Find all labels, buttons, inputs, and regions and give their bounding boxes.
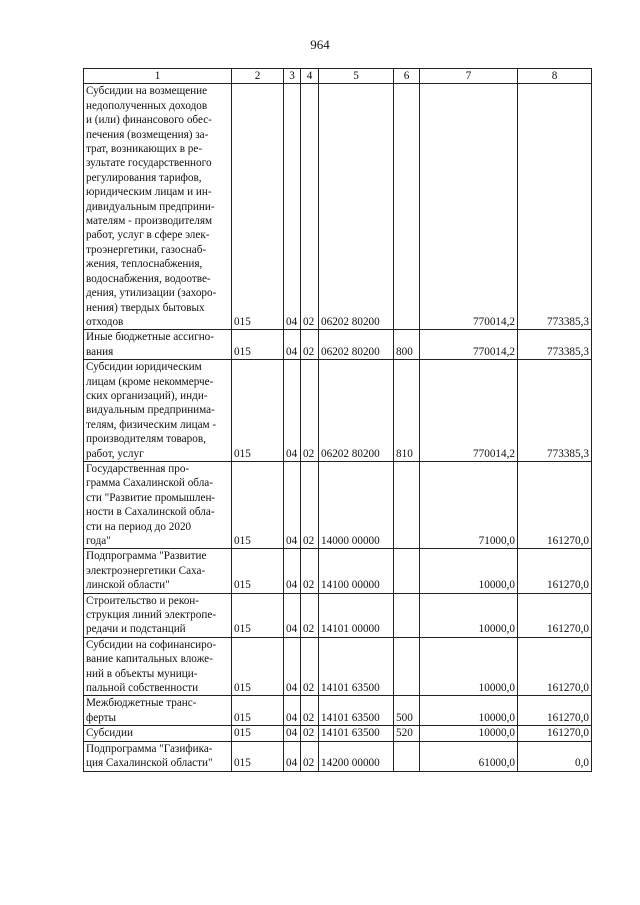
row-name-cell: Субсидии [84, 726, 232, 741]
header-cell: 8 [518, 69, 592, 84]
table-row [84, 461, 592, 548]
table-row [84, 330, 592, 360]
amount-2020-cell: 773385,3 [518, 360, 592, 462]
subsection-code-cell: 02 [301, 330, 319, 360]
amount-2019-cell: 10000,0 [420, 549, 518, 593]
amount-2019-cell: 10000,0 [420, 593, 518, 637]
section-code-cell: 04 [284, 593, 301, 637]
target-code-cell: 06202 80200 [319, 360, 394, 462]
ministry-code-cell: 015 [232, 741, 284, 771]
target-code-cell: 06202 80200 [319, 84, 394, 330]
table-row [84, 360, 592, 462]
target-code-cell: 14101 63500 [319, 637, 394, 696]
subsection-code-cell: 02 [301, 726, 319, 741]
target-code-cell: 14101 63500 [319, 696, 394, 726]
expense-type-cell [394, 461, 420, 548]
ministry-code-cell: 015 [232, 593, 284, 637]
target-code-cell: 14100 00000 [319, 549, 394, 593]
subsection-code-cell: 02 [301, 593, 319, 637]
ministry-code-cell: 015 [232, 330, 284, 360]
table-row [84, 726, 592, 741]
expense-type-cell: 800 [394, 330, 420, 360]
subsection-code-cell: 02 [301, 696, 319, 726]
section-code-cell: 04 [284, 461, 301, 548]
target-code-cell: 14101 00000 [319, 593, 394, 637]
amount-2020-cell: 161270,0 [518, 696, 592, 726]
header-cell: 2 [232, 69, 284, 84]
header-cell: 5 [319, 69, 394, 84]
amount-2020-cell: 773385,3 [518, 84, 592, 330]
section-code-cell: 04 [284, 726, 301, 741]
amount-2019-cell: 71000,0 [420, 461, 518, 548]
table-row [84, 549, 592, 593]
section-code-cell: 04 [284, 330, 301, 360]
table-row [84, 637, 592, 696]
section-code-cell: 04 [284, 741, 301, 771]
ministry-code-cell: 015 [232, 726, 284, 741]
expense-type-cell [394, 84, 420, 330]
target-code-cell: 06202 80200 [319, 330, 394, 360]
amount-2019-cell: 770014,2 [420, 84, 518, 330]
table-row [84, 593, 592, 637]
header-cell: 3 [284, 69, 301, 84]
section-code-cell: 04 [284, 84, 301, 330]
table-row [84, 741, 592, 771]
budget-table [83, 68, 592, 772]
header-cell: 4 [301, 69, 319, 84]
subsection-code-cell: 02 [301, 461, 319, 548]
section-code-cell: 04 [284, 637, 301, 696]
table-row [84, 696, 592, 726]
amount-2020-cell: 0,0 [518, 741, 592, 771]
target-code-cell: 14200 00000 [319, 741, 394, 771]
amount-2020-cell: 161270,0 [518, 549, 592, 593]
amount-2019-cell: 770014,2 [420, 360, 518, 462]
row-name-cell: Субсидии на возмещение недополученных доходов и (или) финансового обес- печения (возмещения) за- трат, возникающих в ре- зультате государственного регулирования тарифов, юридическим лицам и ин- дивидуальным предприни- мателям - производителям работ, услуг в сфере элек- троэнергетики, газоснаб- жения, теплоснабжения, водоснабжения, водоотве- дения, утилизации (захоро- нения) твердых бытовых отходов [84, 84, 232, 330]
amount-2020-cell: 161270,0 [518, 593, 592, 637]
expense-type-cell [394, 549, 420, 593]
header-cell: 7 [420, 69, 518, 84]
header-cell: 1 [84, 69, 232, 84]
section-code-cell: 04 [284, 360, 301, 462]
ministry-code-cell: 015 [232, 549, 284, 593]
expense-type-cell: 810 [394, 360, 420, 462]
ministry-code-cell: 015 [232, 461, 284, 548]
row-name-cell: Иные бюджетные ассигно- вания [84, 330, 232, 360]
subsection-code-cell: 02 [301, 360, 319, 462]
amount-2020-cell: 161270,0 [518, 637, 592, 696]
header-cell: 6 [394, 69, 420, 84]
expense-type-cell [394, 593, 420, 637]
row-name-cell: Подпрограмма "Развитие электроэнергетики Саха- линской области" [84, 549, 232, 593]
target-code-cell: 14101 63500 [319, 726, 394, 741]
amount-2020-cell: 161270,0 [518, 461, 592, 548]
expense-type-cell [394, 741, 420, 771]
expense-type-cell [394, 637, 420, 696]
section-code-cell: 04 [284, 549, 301, 593]
expense-type-cell: 500 [394, 696, 420, 726]
row-name-cell: Государственная про- грамма Сахалинской обла- сти "Развитие промышлен- ности в Сахалинской обла- сти на период до 2020 года" [84, 461, 232, 548]
subsection-code-cell: 02 [301, 741, 319, 771]
amount-2019-cell: 61000,0 [420, 741, 518, 771]
ministry-code-cell: 015 [232, 637, 284, 696]
subsection-code-cell: 02 [301, 637, 319, 696]
ministry-code-cell: 015 [232, 84, 284, 330]
amount-2020-cell: 773385,3 [518, 330, 592, 360]
amount-2020-cell: 161270,0 [518, 726, 592, 741]
amount-2019-cell: 10000,0 [420, 726, 518, 741]
row-name-cell: Субсидии на софинансиро- вание капитальных вложе- ний в объекты муници- пальной собственности [84, 637, 232, 696]
row-name-cell: Субсидии юридическим лицам (кроме некоммерче- ских организаций), инди- видуальным предпринима- телям, физическим лицам - производителям товаров, работ, услуг [84, 360, 232, 462]
amount-2019-cell: 770014,2 [420, 330, 518, 360]
subsection-code-cell: 02 [301, 84, 319, 330]
ministry-code-cell: 015 [232, 696, 284, 726]
subsection-code-cell: 02 [301, 549, 319, 593]
header-row [84, 69, 592, 84]
ministry-code-cell: 015 [232, 360, 284, 462]
amount-2019-cell: 10000,0 [420, 637, 518, 696]
row-name-cell: Межбюджетные транс- ферты [84, 696, 232, 726]
table-row [84, 84, 592, 330]
row-name-cell: Подпрограмма "Газифика- ция Сахалинской области" [84, 741, 232, 771]
row-name-cell: Строительство и рекон- струкция линий электропе- редачи и подстанций [84, 593, 232, 637]
section-code-cell: 04 [284, 696, 301, 726]
amount-2019-cell: 10000,0 [420, 696, 518, 726]
expense-type-cell: 520 [394, 726, 420, 741]
page-number: 964 [310, 37, 330, 52]
target-code-cell: 14000 00000 [319, 461, 394, 548]
